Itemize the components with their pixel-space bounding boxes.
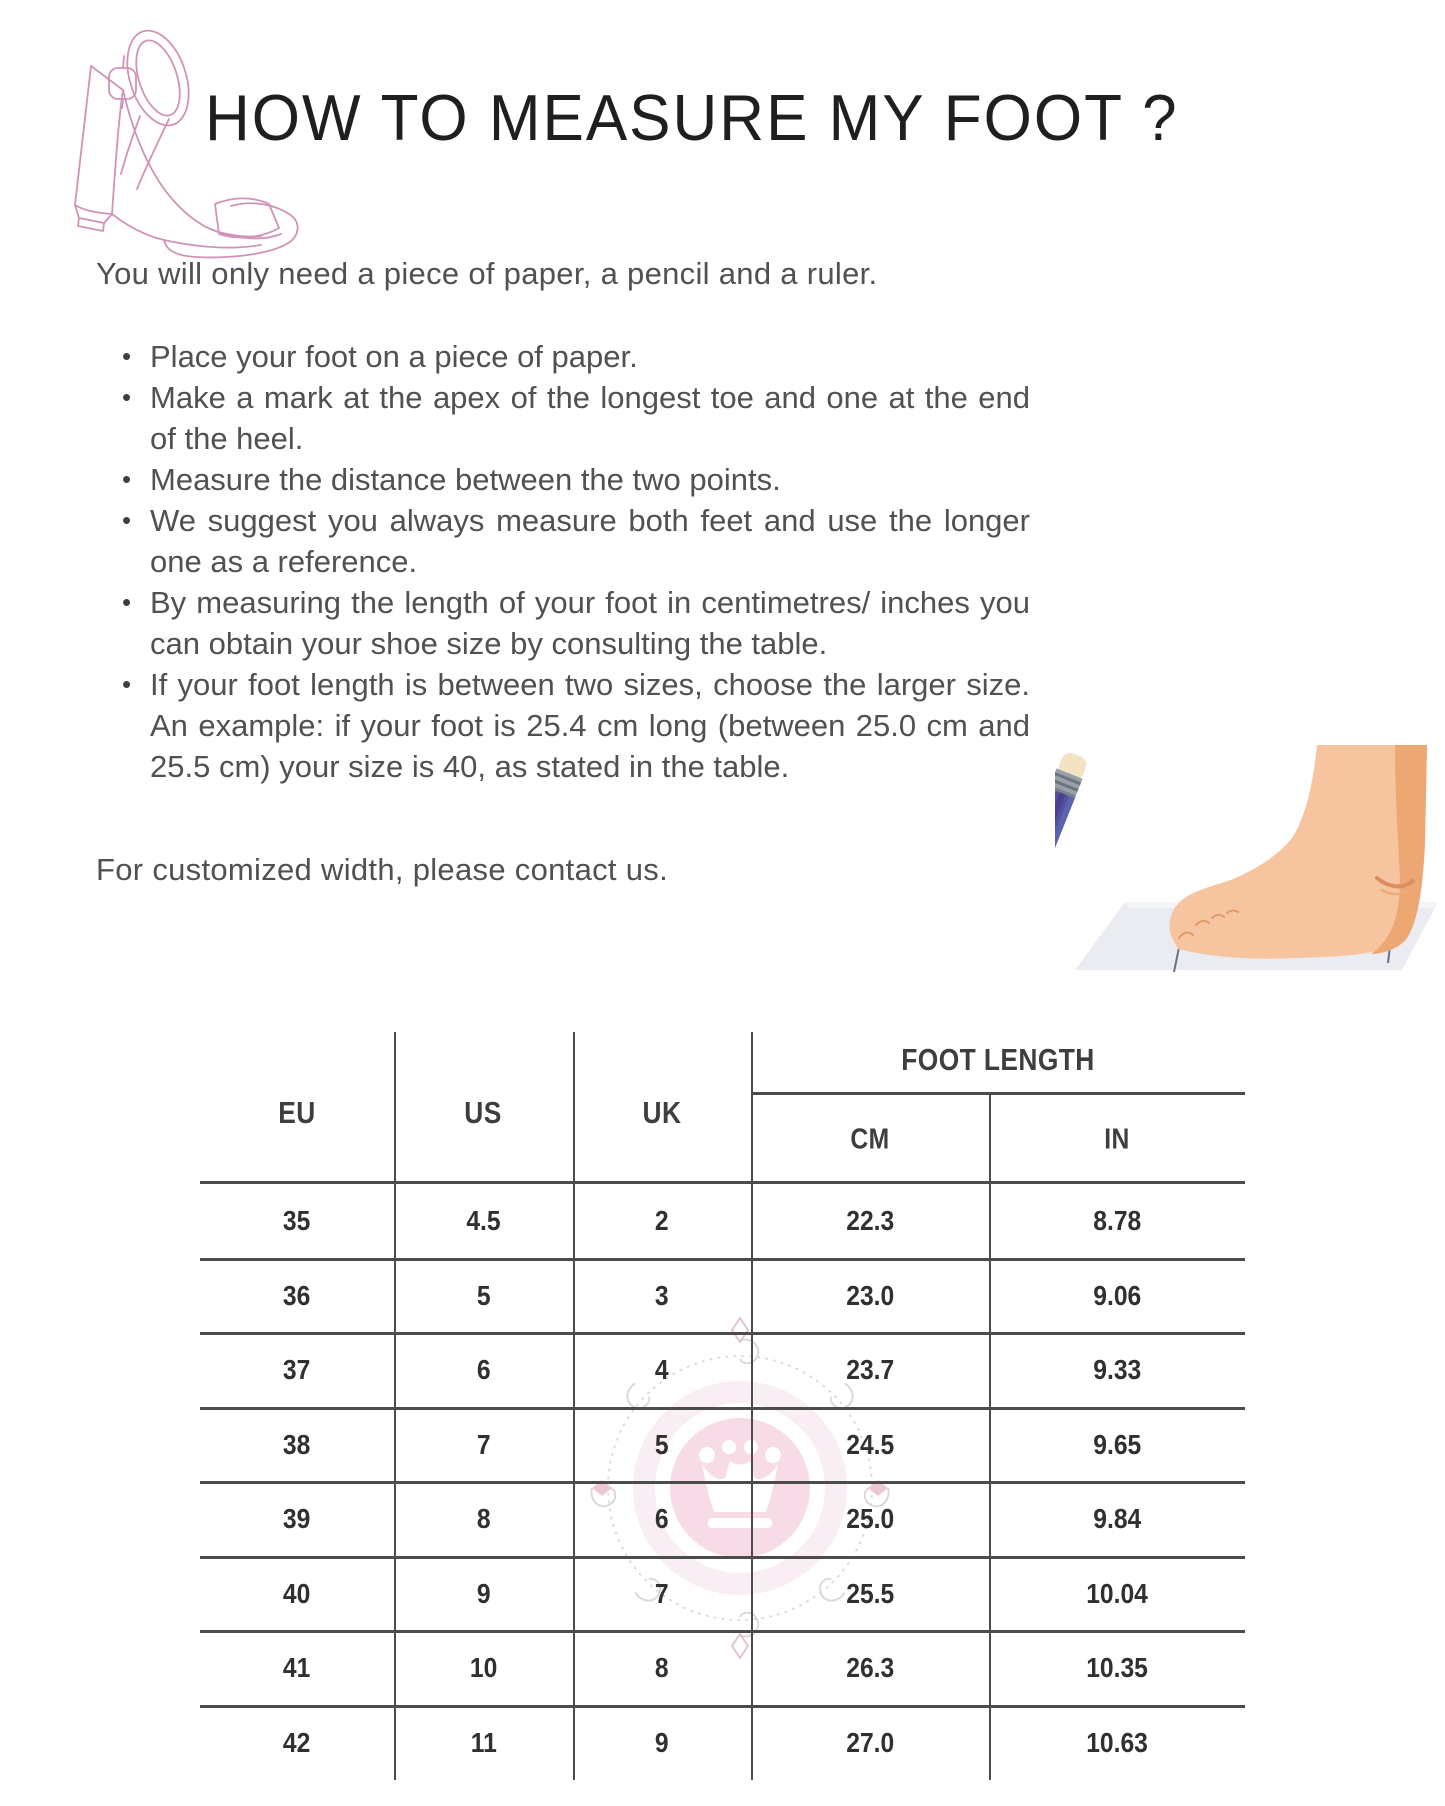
customized-width-note: For customized width, please contact us.	[96, 852, 668, 887]
table-row: 37 6 4 23.7 9.33	[283, 1353, 1141, 1385]
page-title: HOW TO MEASURE MY FOOT ?	[205, 83, 1179, 155]
table-row: 39 8 6 25.0 9.84	[283, 1502, 1141, 1534]
table-row: 41 10 8 26.3 10.35	[283, 1651, 1148, 1683]
instruction-item: • Measure the distance between the two points.	[150, 459, 1030, 500]
instruction-item: • By measuring the length of your foot in centimetres/ inches you can obtain your shoe size by consulting the table.	[150, 582, 1030, 664]
table-row: 36 5 3 23.0 9.06	[283, 1279, 1141, 1311]
table-row: 38 7 5 24.5 9.65	[283, 1428, 1141, 1460]
col-header-in: IN	[1104, 1123, 1130, 1156]
intro-text: You will only need a piece of paper, a pencil and a ruler.	[96, 256, 878, 291]
col-header-cm: CM	[850, 1123, 890, 1156]
col-header-foot-length: FOOT LENGTH	[901, 1042, 1095, 1077]
instruction-item: • If your foot length is between two sizes, choose the larger size. An example: if your foot is 25.4 cm long (between 25.0 cm and 25.5 cm) your size is 40, as stated in the table.	[150, 664, 1030, 787]
col-header-eu: EU	[278, 1095, 316, 1130]
instruction-item: • Place your foot on a piece of paper.	[150, 336, 1030, 377]
table-row: 35 4.5 2 22.3 8.78	[283, 1204, 1141, 1236]
col-header-us: US	[464, 1095, 502, 1130]
instruction-item: • Make a mark at the apex of the longest toe and one at the end of the heel.	[150, 377, 1030, 459]
table-row: 42 11 9 27.0 10.63	[283, 1726, 1148, 1758]
table-row: 40 9 7 25.5 10.04	[283, 1577, 1148, 1609]
col-header-uk: UK	[642, 1095, 682, 1130]
foot-length-underline	[751, 1092, 1245, 1095]
instruction-item: • We suggest you always measure both feet and use the longer one as a reference.	[150, 500, 1030, 582]
